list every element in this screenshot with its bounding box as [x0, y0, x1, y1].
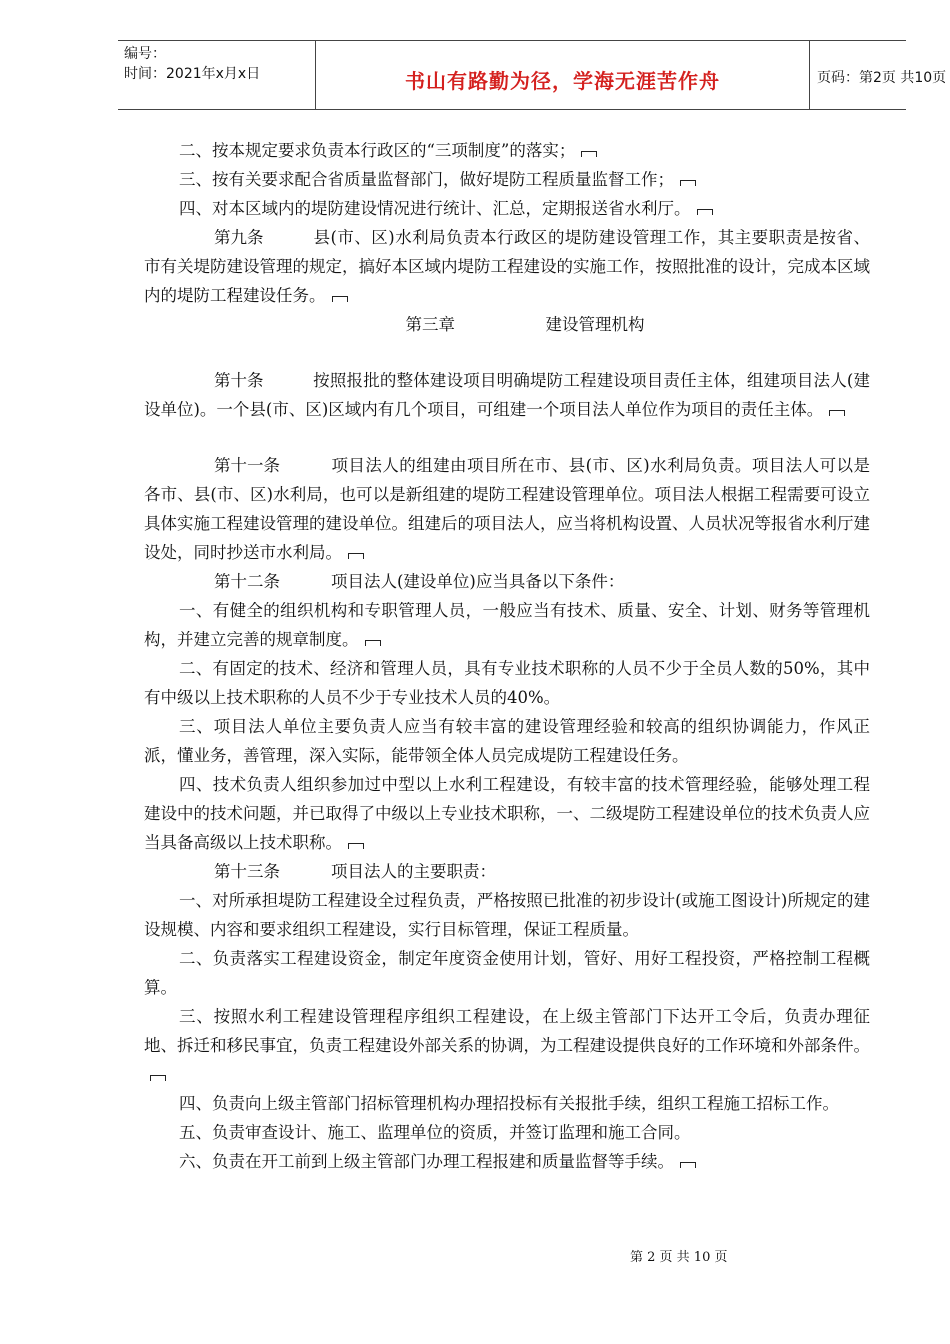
article-12: [144, 567, 870, 596]
paragraph: [144, 194, 870, 223]
list-item-text: 一、有健全的组织机构和专职管理人员，一般应当有技术、质量、安全、计划、财务等管理机构，并建立完善的规章制度。: [144, 601, 870, 649]
spacer: [144, 339, 870, 366]
header-info-cell: [118, 41, 315, 109]
paragraph-mark-icon: [365, 640, 381, 646]
list-item: [144, 886, 870, 944]
article-text: 项目法人的主要职责：: [331, 862, 496, 881]
paragraph-text: 二、按本规定要求负责本行政区的“三项制度”的落实；: [179, 141, 576, 160]
header-motto-cell: [315, 41, 810, 109]
paragraph-mark-icon: [150, 1075, 166, 1081]
article-11: [144, 451, 870, 567]
paragraph-mark-icon: [332, 296, 348, 302]
article-text: 按照报批的整体建设项目明确堤防工程建设项目责任主体，组建项目法人(建设单位)。一个县(市、区)区域内有几个项目，可组建一个项目法人单位作为项目的责任主体。: [144, 371, 870, 419]
article-label: 第十一条: [214, 456, 280, 475]
list-item: [144, 712, 870, 770]
list-item-text: 四、负责向上级主管部门招标管理机构办理招投标有关报批手续，组织工程施工招标工作。: [179, 1094, 839, 1113]
article-text: 项目法人的组建由项目所在市、县(市、区)水利局负责。项目法人可以是各市、县(市、区)水利局，也可以是新组建的堤防工程建设管理单位。项目法人根据工程需要可设立具体实施工程建设管理的建设单位。组建后的项目法人，应当将机构设置、人员状况等报省水利厅建设处，同时抄送市水利局。: [144, 456, 870, 562]
list-item-text: 六、负责在开工前到上级主管部门办理工程报建和质量监督等手续。: [179, 1152, 674, 1171]
list-item-text: 四、技术负责人组织参加过中型以上水利工程建设，有较丰富的技术管理经验，能够处理工程建设中的技术问题，并已取得了中级以上专业技术职称，一、二级堤防工程建设单位的技术负责人应当具备高级以上技术职称。: [144, 775, 870, 852]
article-text: 县(市、区)水利局负责本行政区的堤防建设管理工作，其主要职责是按省、市有关堤防建设管理的规定，搞好本区域内堤防工程建设的实施工作，按照批准的设计，完成本区域内的堤防工程建设任务。: [144, 228, 870, 305]
paragraph-mark-icon: [581, 151, 597, 157]
article-label: 第十二条: [214, 572, 280, 591]
list-item: [144, 944, 870, 1002]
list-item: [144, 654, 870, 712]
paragraph-mark-icon: [697, 209, 713, 215]
page-header: [118, 40, 947, 110]
article-label: 第十条: [214, 371, 264, 390]
article-text: 项目法人(建设单位)应当具备以下条件：: [331, 572, 625, 591]
paragraph-text: 四、对本区域内的堤防建设情况进行统计、汇总，定期报送省水利厅。: [179, 199, 691, 218]
paragraph-mark-icon: [829, 410, 845, 416]
list-item-text: 五、负责审查设计、施工、监理单位的资质，并签订监理和施工合同。: [179, 1123, 691, 1142]
chapter-number: 第三章: [405, 315, 455, 334]
paragraph: [144, 136, 870, 165]
list-item: [144, 1118, 870, 1147]
list-item-text: 二、有固定的技术、经济和管理人员，具有专业技术职称的人员不少于全员人数的50%，其中有中级以上技术职称的人员不少于专业技术人员的40%。: [144, 659, 870, 707]
header-page-cell: [809, 41, 947, 109]
header-motto: 书山有路勤为径，学海无涯苦作舟: [405, 69, 720, 93]
list-item: [144, 1089, 870, 1118]
chapter-heading: [180, 310, 870, 339]
document-time-label: 时间：2021年x月x日: [124, 66, 261, 82]
document-body: [144, 136, 870, 1176]
article-label: 第十三条: [214, 862, 280, 881]
list-item: [144, 1147, 870, 1176]
list-item: [144, 1002, 870, 1089]
paragraph-mark-icon: [348, 843, 364, 849]
page-footer-number: 第 2 页 共 10 页: [630, 1250, 728, 1265]
paragraph-text: 三、按有关要求配合省质量监督部门，做好堤防工程质量监督工作；: [179, 170, 674, 189]
article-10: [144, 366, 870, 424]
article-9: [144, 223, 870, 310]
article-13: [144, 857, 870, 886]
list-item: [144, 596, 870, 654]
paragraph-mark-icon: [348, 553, 364, 559]
chapter-title: 建设管理机构: [545, 315, 645, 334]
paragraph-mark-icon: [680, 1162, 696, 1168]
list-item-text: 三、按照水利工程建设管理程序组织工程建设，在上级主管部门下达开工令后，负责办理征地、拆迁和移民事宜，负责工程建设外部关系的协调，为工程建设提供良好的工作环境和外部条件。: [144, 1007, 870, 1055]
list-item-text: 一、对所承担堤防工程建设全过程负责，严格按照已批准的初步设计(或施工图设计)所规定的建设规模、内容和要求组织工程建设，实行目标管理，保证工程质量。: [144, 891, 870, 939]
list-item: [144, 770, 870, 857]
paragraph: [144, 165, 870, 194]
list-item-text: 二、负责落实工程建设资金，制定年度资金使用计划，管好、用好工程投资，严格控制工程概算。: [144, 949, 870, 997]
article-label: 第九条: [214, 228, 264, 247]
paragraph-mark-icon: [680, 180, 696, 186]
document-number-label: 编号：: [124, 46, 166, 62]
list-item-text: 三、项目法人单位主要负责人应当有较丰富的建设管理经验和较高的组织协调能力，作风正派，懂业务，善管理，深入实际，能带领全体人员完成堤防工程建设任务。: [144, 717, 870, 765]
header-page-number: 页码：第2页 共10页: [817, 70, 947, 86]
spacer: [144, 424, 870, 451]
